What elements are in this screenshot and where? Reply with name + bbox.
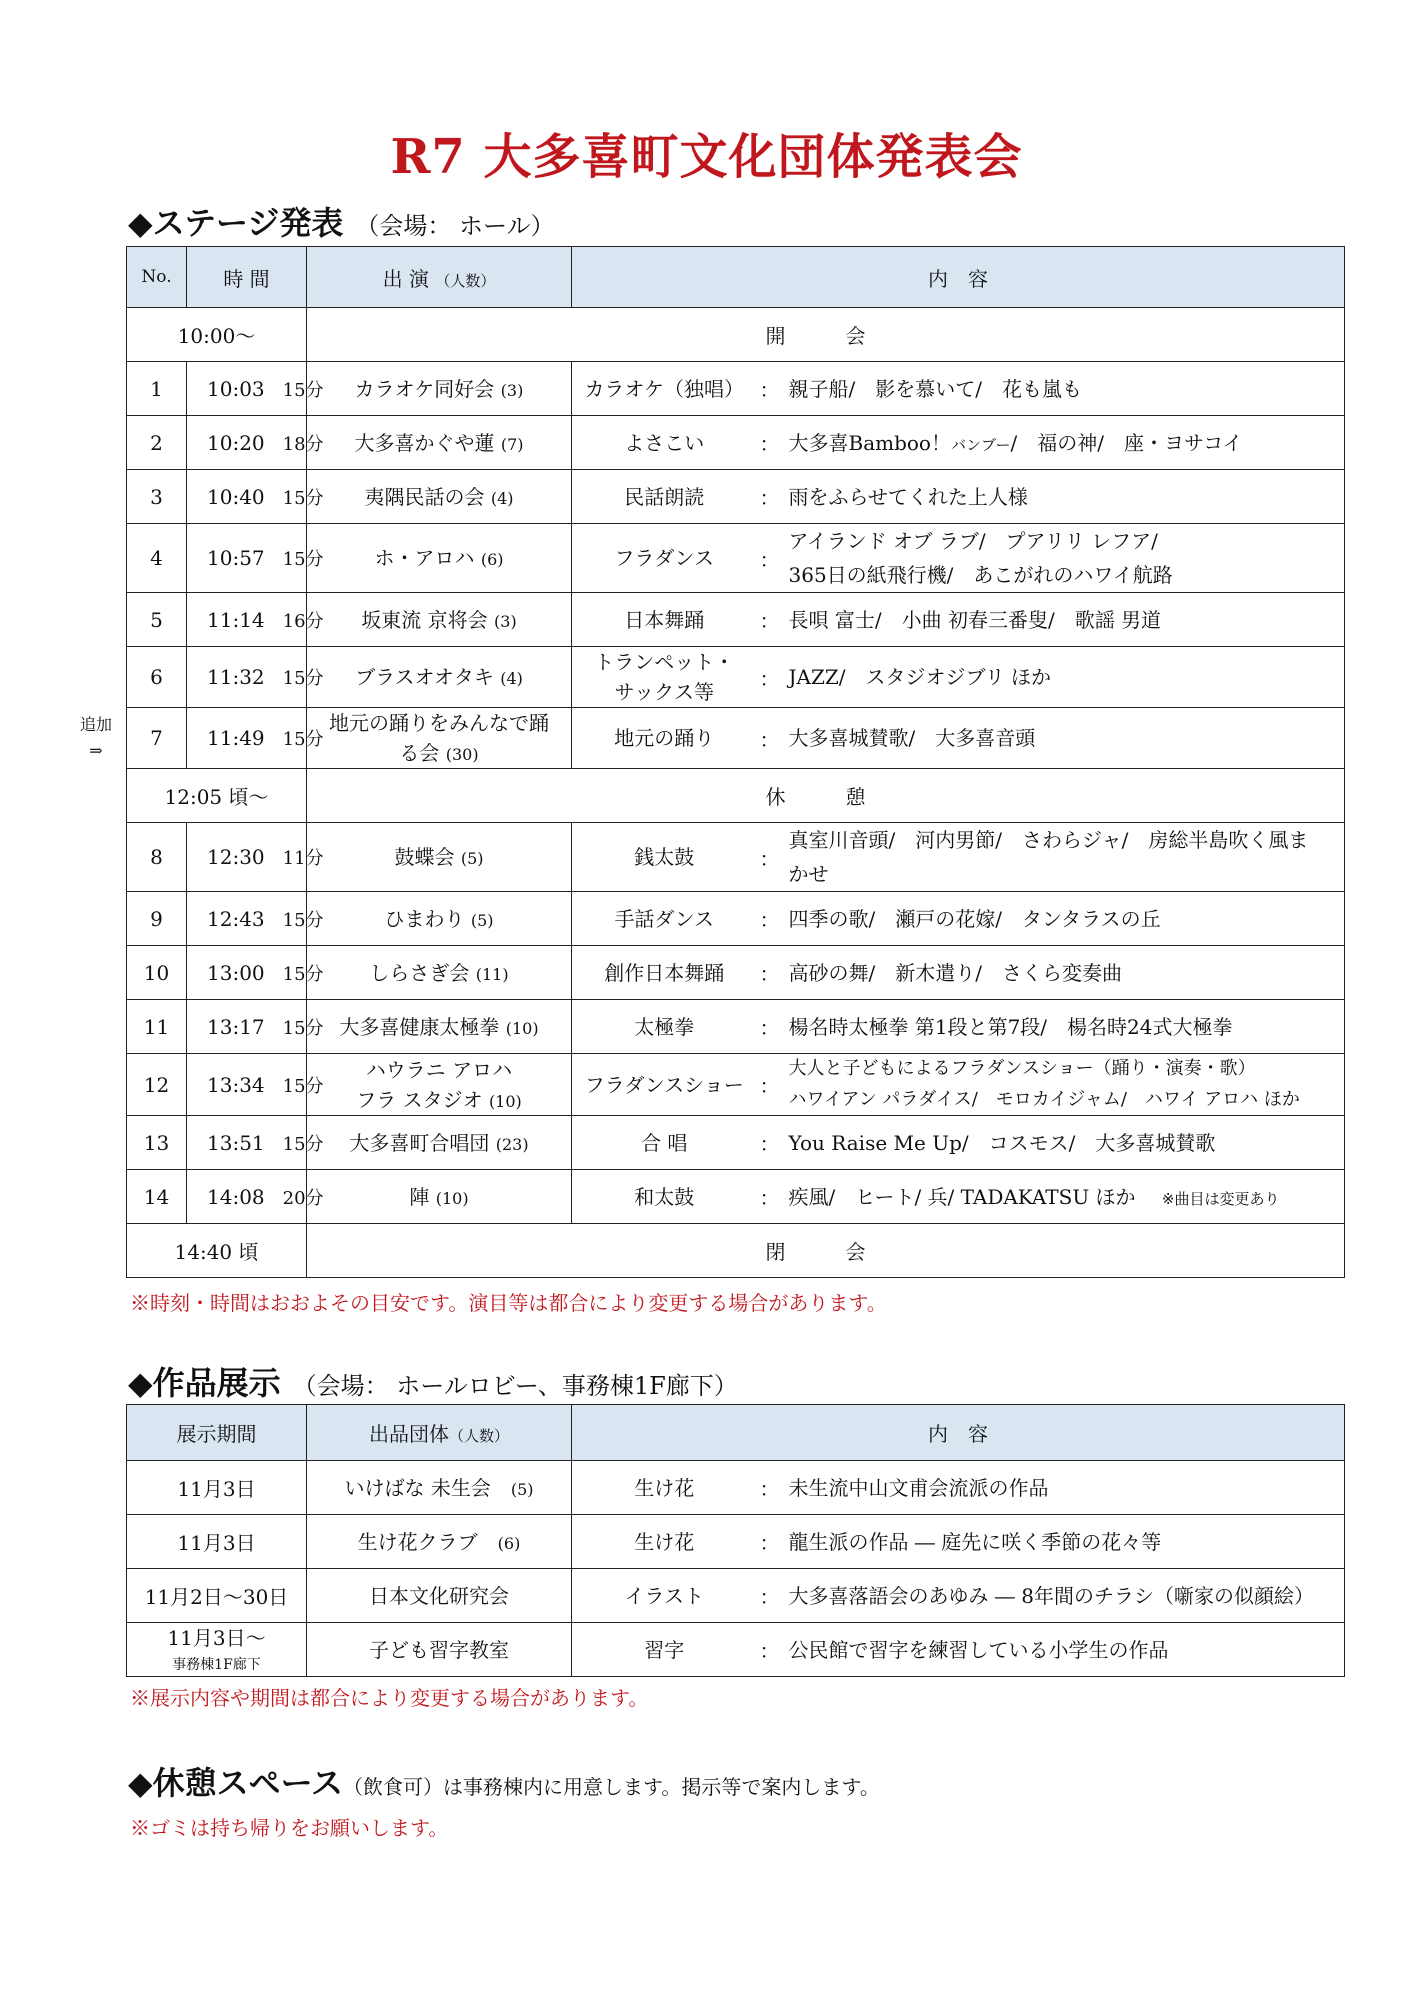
row-desc <box>783 470 1345 524</box>
row-desc <box>783 1054 1345 1116</box>
performer-count: (4) <box>490 488 514 508</box>
colon: ： <box>757 362 783 416</box>
performer-count: (3) <box>500 380 524 400</box>
start-time: 14:08 <box>207 1184 265 1209</box>
row-no: 14 <box>127 1170 187 1224</box>
row-genre <box>572 1116 757 1170</box>
row-genre <box>572 946 757 1000</box>
performer-count: (11) <box>475 964 509 984</box>
colon: ： <box>757 416 783 470</box>
exhibit-group <box>307 1623 572 1677</box>
col-performer-label: 出 演 <box>382 266 429 291</box>
colon: ： <box>757 1461 783 1515</box>
row-performer <box>307 1000 572 1054</box>
row-performer <box>307 823 572 892</box>
row-desc <box>783 1000 1345 1054</box>
desc-text: 雨をふらせてくれた上人様 <box>788 484 1028 509</box>
performer-name: 夷隅民話の会 <box>364 484 485 509</box>
duration: 15分 <box>282 909 324 931</box>
performer-name: 大多喜町合唱団 <box>349 1130 490 1155</box>
row-genre <box>572 823 757 892</box>
duration: 11分 <box>282 848 324 869</box>
row-desc <box>783 892 1345 946</box>
duration: 15分 <box>282 1133 324 1155</box>
stage-row <box>127 1116 1345 1170</box>
exhibit-group <box>307 1461 572 1515</box>
desc-text: 高砂の舞/ 新木遣り/ さくら変奏曲 <box>788 960 1122 985</box>
duration: 15分 <box>282 549 324 570</box>
col-group-label: 出品団体 <box>368 1422 449 1446</box>
desc-text: 真室川音頭/ 河内男節/ さわらジャ/ 房総半島吹く風ま <box>788 828 1309 852</box>
performer-count: (5) <box>460 849 484 868</box>
genre-text: 地元の踊り <box>614 726 715 750</box>
row-desc <box>783 823 1345 892</box>
stage-row <box>127 1054 1345 1116</box>
genre-text: 日本舞踊 <box>624 607 705 632</box>
row-time <box>187 946 324 1000</box>
col-group-note: （人数） <box>448 1427 509 1445</box>
colon: ： <box>757 1054 783 1116</box>
period-text: 11月3日 <box>177 1531 256 1555</box>
stage-table <box>126 246 1345 1278</box>
row-performer <box>307 524 572 593</box>
row-time <box>187 647 324 708</box>
row-genre <box>572 362 757 416</box>
performer-count: (5) <box>470 910 494 930</box>
genre-text-2: サックス等 <box>614 680 714 704</box>
group-count: (5) <box>510 1479 534 1499</box>
row-time <box>187 1170 324 1224</box>
col-no: No. <box>127 247 187 308</box>
row-no: 6 <box>127 647 187 708</box>
duration: 18分 <box>282 433 324 455</box>
exhibit-desc: 公民館で習字を練習している小学生の作品 <box>783 1623 1345 1677</box>
row-no: 12 <box>127 1054 187 1116</box>
row-no: 9 <box>127 892 187 946</box>
performer-count: (30) <box>445 745 479 764</box>
group-name: 日本文化研究会 <box>369 1583 509 1608</box>
colon: ： <box>757 524 783 593</box>
closing-label: 閉 会 <box>307 1224 1345 1278</box>
stage-venue: （会場： ホール） <box>355 212 555 240</box>
opening-row <box>127 308 1345 362</box>
row-no: 3 <box>127 470 187 524</box>
exhibit-group <box>307 1515 572 1569</box>
genre-text: 和太鼓 <box>634 1184 695 1209</box>
row-desc <box>783 946 1345 1000</box>
performer-count: (10) <box>505 1018 539 1038</box>
stage-row <box>127 416 1345 470</box>
exhibit-row <box>127 1569 1345 1623</box>
exhibit-heading-text: ◆作品展示 <box>128 1364 281 1402</box>
stage-row <box>127 647 1345 708</box>
start-time: 12:30 <box>207 845 265 869</box>
genre-text: 民話朗読 <box>624 484 705 509</box>
stage-header-row <box>127 247 1345 308</box>
colon: ： <box>757 1170 783 1224</box>
stage-row <box>127 593 1345 647</box>
genre-text: フラダンス <box>614 546 714 570</box>
colon: ： <box>757 892 783 946</box>
col-group <box>307 1405 572 1461</box>
start-time: 10:03 <box>207 376 265 401</box>
exhibit-desc: 大多喜落語会のあゆみ ― 8年間のチラシ（噺家の似顔絵） <box>783 1569 1345 1623</box>
stage-row <box>127 1000 1345 1054</box>
row-desc <box>783 1116 1345 1170</box>
row-genre <box>572 1054 757 1116</box>
col-period: 展示期間 <box>127 1405 307 1461</box>
stage-heading <box>128 198 555 244</box>
start-time: 13:34 <box>207 1072 265 1097</box>
row-genre <box>572 524 757 593</box>
desc-text: 大多喜城賛歌/ 大多喜音頭 <box>788 726 1036 750</box>
duration: 15分 <box>282 1075 324 1097</box>
start-time: 10:57 <box>207 546 265 570</box>
duration: 15分 <box>282 668 324 689</box>
rest-text2: は事務棟内に用意します。掲示等で案内します。 <box>443 1775 880 1799</box>
period-text-2: 事務棟1F廊下 <box>172 1656 261 1673</box>
start-time: 11:49 <box>207 726 265 750</box>
row-no: 7 <box>127 708 187 769</box>
stage-row <box>127 470 1345 524</box>
row-genre <box>572 892 757 946</box>
performer-count: (3) <box>494 611 517 631</box>
group-name: いけばな 未生会 <box>344 1475 491 1500</box>
genre-text: フラダンスショー <box>584 1072 744 1097</box>
exhibit-venue: （会場： ホールロビー、事務棟1F廊下） <box>292 1372 738 1400</box>
row-desc <box>783 524 1345 593</box>
performer-name: ひまわり <box>384 906 465 931</box>
row-desc <box>783 593 1345 647</box>
start-time: 13:00 <box>207 960 265 985</box>
desc-text: 楊名時太極拳 第1段と第7段/ 楊名時24式大極拳 <box>788 1014 1233 1039</box>
group-count: (6) <box>497 1533 521 1553</box>
performer-name: ブラスオオタキ <box>355 665 494 689</box>
side-note <box>80 712 112 763</box>
desc-text: 四季の歌/ 瀬戸の花嫁/ タンタラスの丘 <box>788 906 1161 931</box>
start-time: 13:17 <box>207 1014 265 1039</box>
row-performer <box>307 416 572 470</box>
closing-time: 14:40 頃 <box>127 1224 307 1278</box>
desc-small: バンブー <box>950 435 1011 454</box>
desc-text: You Raise Me Up/ コスモス/ 大多喜城賛歌 <box>788 1130 1216 1155</box>
desc-text: 大多喜Bamboo！ <box>788 430 951 455</box>
col-time: 時 間 <box>187 247 307 308</box>
colon: ： <box>757 1515 783 1569</box>
stage-note: ※時刻・時間はおおよその目安です。演目等は都合により変更する場合があります。 <box>130 1291 887 1315</box>
stage-heading-text: ◆ステージ発表 <box>128 204 344 242</box>
colon: ： <box>757 593 783 647</box>
exhibit-table <box>126 1404 1345 1677</box>
row-genre <box>572 593 757 647</box>
row-performer <box>307 647 572 708</box>
row-genre <box>572 1170 757 1224</box>
desc-text-2: ハワイアン パラダイス/ モロカイジャム/ ハワイ アロハ ほか <box>788 1088 1300 1110</box>
row-performer <box>307 362 572 416</box>
break-time: 12:05 頃～ <box>127 769 307 823</box>
row-time <box>187 416 324 470</box>
col-performer <box>307 247 572 308</box>
col-performer-note: （人数） <box>435 271 496 290</box>
performer-count: (4) <box>500 669 523 688</box>
row-no: 13 <box>127 1116 187 1170</box>
row-performer <box>307 470 572 524</box>
duration: 16分 <box>282 610 324 632</box>
row-time <box>187 1116 324 1170</box>
performer-name-2: フラ スタジオ <box>356 1087 483 1112</box>
opening-time: 10:00～ <box>127 308 307 362</box>
desc-text: アイランド オブ ラブ/ プアリリ レフア/ <box>788 529 1158 553</box>
start-time: 11:32 <box>207 665 265 689</box>
colon: ： <box>757 946 783 1000</box>
group-name: 子ども習字教室 <box>369 1637 509 1662</box>
performer-count: (10) <box>435 1188 469 1208</box>
row-performer <box>307 1116 572 1170</box>
row-genre <box>572 647 757 708</box>
period-text: 11月3日 <box>177 1477 256 1501</box>
start-time: 11:14 <box>207 607 265 632</box>
duration: 15分 <box>282 963 324 985</box>
colon: ： <box>757 647 783 708</box>
row-performer <box>307 892 572 946</box>
performer-name: ハウラニ アロハ <box>365 1057 513 1082</box>
performer-name: カラオケ同好会 <box>354 376 495 401</box>
rest-note: ※ゴミは持ち帰りをお願いします。 <box>130 1816 449 1840</box>
performer-name: 陣 <box>409 1184 430 1209</box>
start-time: 13:51 <box>207 1130 265 1155</box>
row-no: 5 <box>127 593 187 647</box>
genre-text: カラオケ（独唱） <box>584 376 745 401</box>
col-exhibit-content: 内 容 <box>572 1405 1345 1461</box>
page-title: R7 大多喜町文化団体発表会 <box>390 129 1023 185</box>
desc-text-2: かせ <box>788 862 829 886</box>
period-text: 11月3日～ <box>167 1625 266 1650</box>
side-note-arrow: ⇒ <box>89 740 103 760</box>
desc-text: JAZZ/ スタジオジブリ ほか <box>788 665 1052 689</box>
duration: 15分 <box>282 729 324 750</box>
genre-text: 創作日本舞踊 <box>604 960 725 985</box>
exhibit-period <box>127 1461 307 1515</box>
exhibit-heading <box>128 1358 738 1404</box>
row-desc <box>783 708 1345 769</box>
desc-text: 疾風/ ヒート/ 兵/ TADAKATSU ほか <box>788 1184 1136 1209</box>
row-no: 1 <box>127 362 187 416</box>
colon: ： <box>757 823 783 892</box>
exhibit-genre: 習字 <box>572 1623 757 1677</box>
row-time <box>187 823 324 892</box>
row-time <box>187 470 324 524</box>
performer-name: 大多喜健康太極拳 <box>339 1014 500 1039</box>
row-time <box>187 892 324 946</box>
performer-count: (10) <box>488 1091 522 1111</box>
performer-count: (7) <box>500 434 524 454</box>
genre-text: 銭太鼓 <box>634 845 695 869</box>
row-desc <box>783 362 1345 416</box>
row-no: 11 <box>127 1000 187 1054</box>
desc-text: 大人と子どもによるフラダンスショー（踊り・演奏・歌） <box>788 1058 1256 1079</box>
start-time: 10:20 <box>207 430 265 455</box>
colon: ： <box>757 708 783 769</box>
duration: 15分 <box>282 1017 324 1039</box>
row-desc <box>783 416 1345 470</box>
row-no: 10 <box>127 946 187 1000</box>
group-name: 生け花クラブ <box>357 1529 478 1554</box>
row-performer <box>307 1170 572 1224</box>
performer-name: ホ・アロハ <box>374 546 475 570</box>
genre-text: 合 唱 <box>641 1130 688 1155</box>
performer-name: しらさぎ会 <box>369 960 470 985</box>
genre-text: 手話ダンス <box>614 906 715 931</box>
colon: ： <box>757 1000 783 1054</box>
stage-row <box>127 708 1345 769</box>
desc-text: 親子船/ 影を慕いて/ 花も嵐も <box>788 376 1082 401</box>
break-label: 休 憩 <box>307 769 1345 823</box>
exhibit-row <box>127 1515 1345 1569</box>
break-row <box>127 769 1345 823</box>
row-time <box>187 524 324 593</box>
row-time <box>187 708 324 769</box>
row-genre <box>572 416 757 470</box>
desc-small: ※曲目は変更あり <box>1161 1189 1280 1208</box>
stage-row <box>127 362 1345 416</box>
exhibit-note: ※展示内容や期間は都合により変更する場合があります。 <box>130 1686 649 1710</box>
performer-name: 地元の踊りをみんなで踊 <box>329 711 549 735</box>
stage-row <box>127 892 1345 946</box>
stage-row <box>127 823 1345 892</box>
stage-row <box>127 524 1345 593</box>
performer-name: 鼓蝶会 <box>394 845 455 869</box>
row-performer <box>307 946 572 1000</box>
duration: 15分 <box>282 487 324 509</box>
rest-heading: ◆休憩スペース <box>128 1764 344 1802</box>
row-desc <box>783 1170 1345 1224</box>
exhibit-genre: イラスト <box>572 1569 757 1623</box>
period-text: 11月2日～30日 <box>144 1585 289 1609</box>
opening-label: 開 会 <box>307 308 1345 362</box>
colon: ： <box>757 470 783 524</box>
side-note-text: 追加 <box>80 715 113 734</box>
closing-row <box>127 1224 1345 1278</box>
genre-text: 太極拳 <box>634 1014 695 1039</box>
rest-text1: （飲食可） <box>343 1775 444 1799</box>
colon: ： <box>757 1569 783 1623</box>
row-genre <box>572 1000 757 1054</box>
row-time <box>187 1000 324 1054</box>
row-no: 8 <box>127 823 187 892</box>
exhibit-row <box>127 1461 1345 1515</box>
performer-count: (23) <box>495 1134 529 1154</box>
exhibit-genre: 生け花 <box>572 1461 757 1515</box>
exhibit-desc: 未生流中山文甫会流派の作品 <box>783 1461 1345 1515</box>
col-content: 内 容 <box>572 247 1345 308</box>
performer-count: (6) <box>480 550 504 569</box>
row-performer <box>307 593 572 647</box>
stage-row <box>127 1170 1345 1224</box>
desc-text-2: 365日の紙飛行機/ あこがれのハワイ航路 <box>788 563 1173 587</box>
desc-text: 長唄 富士/ 小曲 初春三番叟/ 歌謡 男道 <box>788 607 1162 632</box>
exhibit-period <box>127 1515 307 1569</box>
row-genre <box>572 470 757 524</box>
row-time <box>187 362 324 416</box>
duration: 20分 <box>282 1187 324 1209</box>
duration: 15分 <box>282 379 324 401</box>
start-time: 10:40 <box>207 484 265 509</box>
exhibit-period <box>127 1569 307 1623</box>
genre-text: よさこい <box>624 430 705 455</box>
performer-name: 坂東流 京将会 <box>361 607 488 632</box>
colon: ： <box>757 1116 783 1170</box>
exhibit-desc: 龍生派の作品 ― 庭先に咲く季節の花々等 <box>783 1515 1345 1569</box>
exhibit-genre: 生け花 <box>572 1515 757 1569</box>
row-time <box>187 593 324 647</box>
exhibit-group <box>307 1569 572 1623</box>
row-performer <box>307 1054 572 1116</box>
stage-row <box>127 946 1345 1000</box>
genre-text: トランペット・ <box>594 650 735 674</box>
row-time <box>187 1054 324 1116</box>
row-no: 2 <box>127 416 187 470</box>
row-no: 4 <box>127 524 187 593</box>
row-performer <box>307 708 572 769</box>
exhibit-header-row <box>127 1405 1345 1461</box>
performer-name: 大多喜かぐや蓮 <box>354 430 495 455</box>
colon: ： <box>757 1623 783 1677</box>
desc-text-2: / 福の神/ 座・ヨサコイ <box>1010 430 1243 455</box>
start-time: 12:43 <box>207 906 265 931</box>
row-genre <box>572 708 757 769</box>
row-desc <box>783 647 1345 708</box>
exhibit-period <box>127 1623 307 1677</box>
rest-section <box>128 1758 880 1804</box>
exhibit-row <box>127 1623 1345 1677</box>
performer-name-2: る会 <box>399 741 440 765</box>
